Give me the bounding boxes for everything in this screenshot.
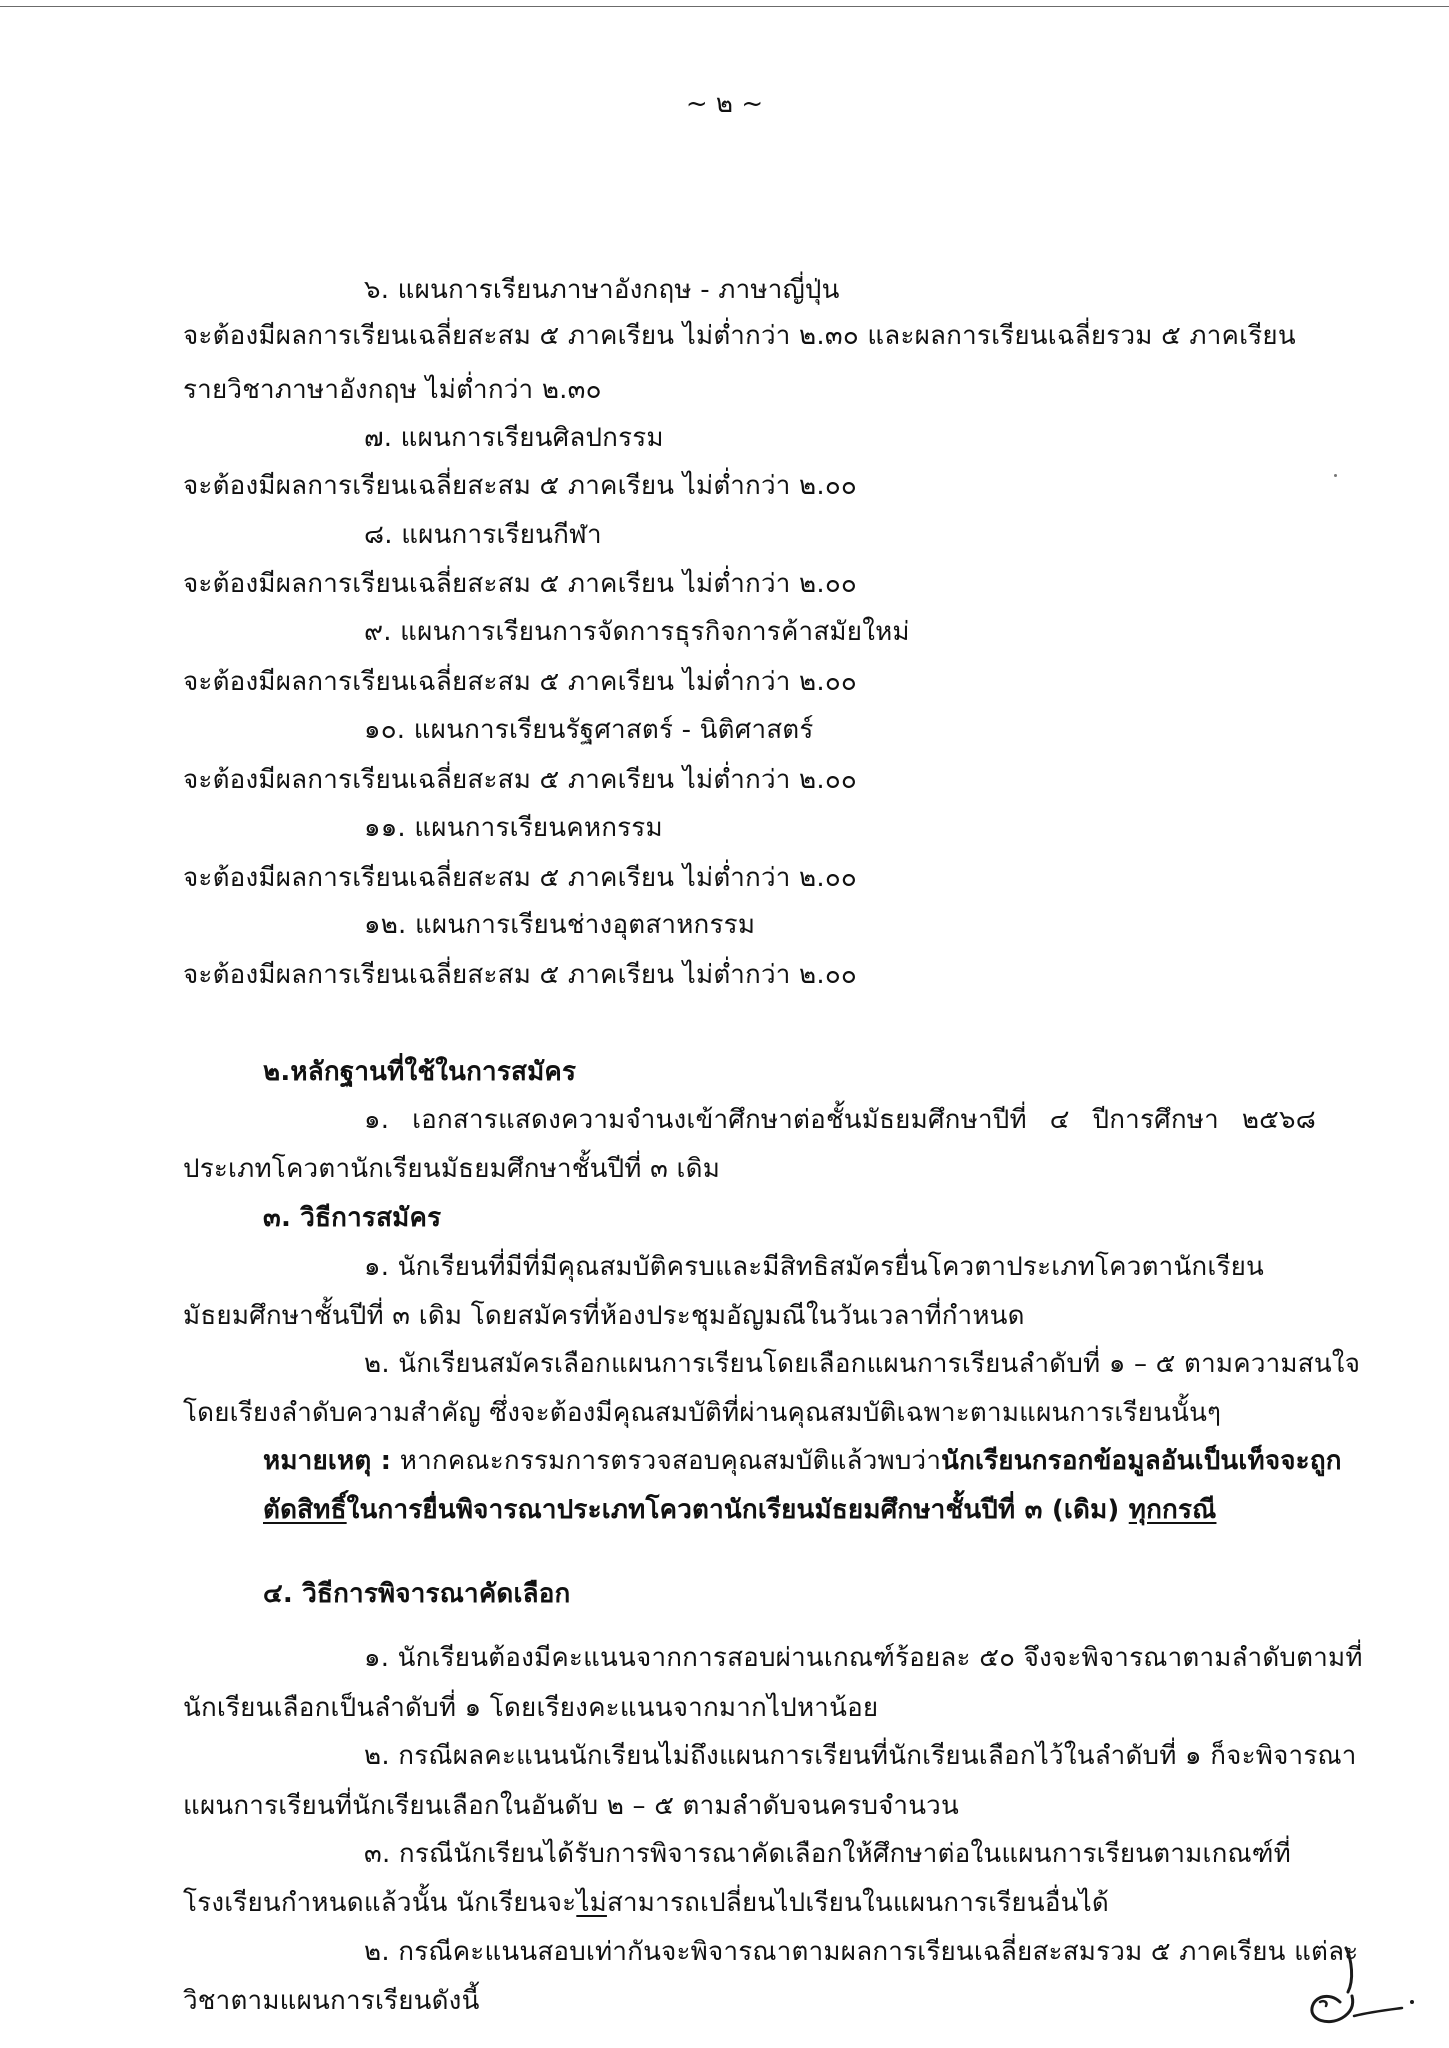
- plan-12-title: ๑๒. แผนการเรียนช่างอุตสาหกรรม: [364, 910, 756, 940]
- plan-7-requirement: จะต้องมีผลการเรียนเฉลี่ยสะสม ๕ ภาคเรียน ไม่ต่ำกว่า ๒.๐๐: [183, 471, 857, 501]
- plan-9-requirement: จะต้องมีผลการเรียนเฉลี่ยสะสม ๕ ภาคเรียน ไม่ต่ำกว่า ๒.๐๐: [183, 667, 857, 697]
- plan-8-requirement: จะต้องมีผลการเรียนเฉลี่ยสะสม ๕ ภาคเรียน ไม่ต่ำกว่า ๒.๐๐: [183, 569, 857, 599]
- section-3-heading: ๓. วิธีการสมัคร: [263, 1203, 442, 1233]
- section-3-item-2-cont: โดยเรียงลำดับความสำคัญ ซึ่งจะต้องมีคุณสมบัติที่ผ่านคุณสมบัติเฉพาะตามแผนการเรียนนั้นๆ: [183, 1398, 1222, 1428]
- plan-10-requirement: จะต้องมีผลการเรียนเฉลี่ยสะสม ๕ ภาคเรียน ไม่ต่ำกว่า ๒.๐๐: [183, 765, 857, 795]
- section-3-note: [263, 1443, 1342, 1479]
- plan-6-requirement: จะต้องมีผลการเรียนเฉลี่ยสะสม ๕ ภาคเรียน ไม่ต่ำกว่า ๒.๓๐ และผลการเรียนเฉลี่ยรวม ๕ ภาคเรียน: [183, 321, 1296, 351]
- note-disqualified: ตัดสิทธิ์: [263, 1495, 347, 1525]
- section-4-item-3-cont: [183, 1885, 1109, 1921]
- initials-signature: [1290, 1930, 1430, 2030]
- section-3-item-1-cont: มัธยมศึกษาชั้นปีที่ ๓ เดิม โดยสมัครที่ห้องประชุมอัญมณีในวันเวลาที่กำหนด: [183, 1301, 1025, 1331]
- item-3-not: ไม่: [576, 1888, 607, 1918]
- section-2-item-1: ๑. เอกสารแสดงความจำนงเข้าศึกษาต่อชั้นมัธยมศึกษาปีที่ ๔ ปีการศึกษา ๒๕๖๘: [364, 1105, 1316, 1135]
- plan-8-title: ๘. แผนการเรียนกีฬา: [364, 520, 602, 550]
- section-3-item-1: ๑. นักเรียนที่มีที่มีคุณสมบัติครบและมีสิทธิสมัครยื่นโควตาประเภทโควตานักเรียน: [364, 1252, 1265, 1282]
- item-3-text-post: สามารถเปลี่ยนไปเรียนในแผนการเรียนอื่นได้: [606, 1888, 1109, 1918]
- note-every-case: ทุกกรณี: [1128, 1495, 1217, 1525]
- section-4-item-2-cont: แผนการเรียนที่นักเรียนเลือกในอันดับ ๒ – ๕ ตามลำดับจนครบจำนวน: [183, 1791, 959, 1821]
- note-text: หากคณะกรรมการตรวจสอบคุณสมบัติแล้วพบว่า: [391, 1446, 942, 1476]
- page-number: ~ ๒ ~: [685, 89, 764, 119]
- note-label: หมายเหตุ :: [263, 1446, 392, 1476]
- section-2-item-1-cont: ประเภทโควตานักเรียนมัธยมศึกษาชั้นปีที่ ๓ เดิม: [183, 1154, 721, 1184]
- scan-speck: [1334, 474, 1337, 477]
- plan-11-requirement: จะต้องมีผลการเรียนเฉลี่ยสะสม ๕ ภาคเรียน ไม่ต่ำกว่า ๒.๐๐: [183, 863, 857, 893]
- note-bold-2: ในการยื่นพิจารณาประเภทโควตานักเรียนมัธยมศึกษาชั้นปีที่ ๓ (เดิม): [346, 1495, 1129, 1525]
- section-4-item-2: ๒. กรณีผลคะแนนนักเรียนไม่ถึงแผนการเรียนที่นักเรียนเลือกไว้ในลำดับที่ ๑ ก็จะพิจารณา: [364, 1741, 1357, 1771]
- plan-9-title: ๙. แผนการเรียนการจัดการธุรกิจการค้าสมัยใหม่: [364, 617, 910, 647]
- plan-7-title: ๗. แผนการเรียนศิลปกรรม: [364, 423, 664, 453]
- note-bold: นักเรียนกรอกข้อมูลอันเป็นเท็จจะถูก: [941, 1446, 1342, 1476]
- page-top-edge: [0, 6, 1449, 7]
- plan-6-requirement-cont: รายวิชาภาษาอังกฤษ ไม่ต่ำกว่า ๒.๓๐: [183, 375, 602, 405]
- section-4-item-1-cont: นักเรียนเลือกเป็นลำดับที่ ๑ โดยเรียงคะแนนจากมากไปหาน้อย: [183, 1693, 879, 1723]
- plan-6-title: ๖. แผนการเรียนภาษาอังกฤษ - ภาษาญี่ปุ่น: [364, 275, 840, 305]
- item-3-text-pre: โรงเรียนกำหนดแล้วนั้น นักเรียนจะ: [183, 1888, 577, 1918]
- plan-12-requirement: จะต้องมีผลการเรียนเฉลี่ยสะสม ๕ ภาคเรียน ไม่ต่ำกว่า ๒.๐๐: [183, 960, 857, 990]
- section-2-heading: ๒.หลักฐานที่ใช้ในการสมัคร: [263, 1057, 577, 1087]
- section-4-item-4: ๒. กรณีคะแนนสอบเท่ากันจะพิจารณาตามผลการเรียนเฉลี่ยสะสมรวม ๕ ภาคเรียน แต่ละ: [364, 1937, 1359, 1967]
- section-4-item-1: ๑. นักเรียนต้องมีคะแนนจากการสอบผ่านเกณฑ์ร้อยละ ๕๐ จึงจะพิจารณาตามลำดับตามที่: [364, 1643, 1363, 1673]
- section-4-item-3: ๓. กรณีนักเรียนได้รับการพิจารณาคัดเลือกให้ศึกษาต่อในแผนการเรียนตามเกณฑ์ที่: [364, 1839, 1291, 1869]
- section-4-heading: ๔. วิธีการพิจารณาคัดเลือก: [263, 1579, 571, 1609]
- section-3-note-cont: [263, 1492, 1216, 1528]
- plan-11-title: ๑๑. แผนการเรียนคหกรรม: [364, 813, 663, 843]
- section-3-item-2: ๒. นักเรียนสมัครเลือกแผนการเรียนโดยเลือกแผนการเรียนลำดับที่ ๑ – ๕ ตามความสนใจ: [364, 1349, 1361, 1379]
- section-4-item-4-cont: วิชาตามแผนการเรียนดังนี้: [183, 1986, 480, 2016]
- plan-10-title: ๑๐. แผนการเรียนรัฐศาสตร์ - นิติศาสตร์: [364, 715, 814, 745]
